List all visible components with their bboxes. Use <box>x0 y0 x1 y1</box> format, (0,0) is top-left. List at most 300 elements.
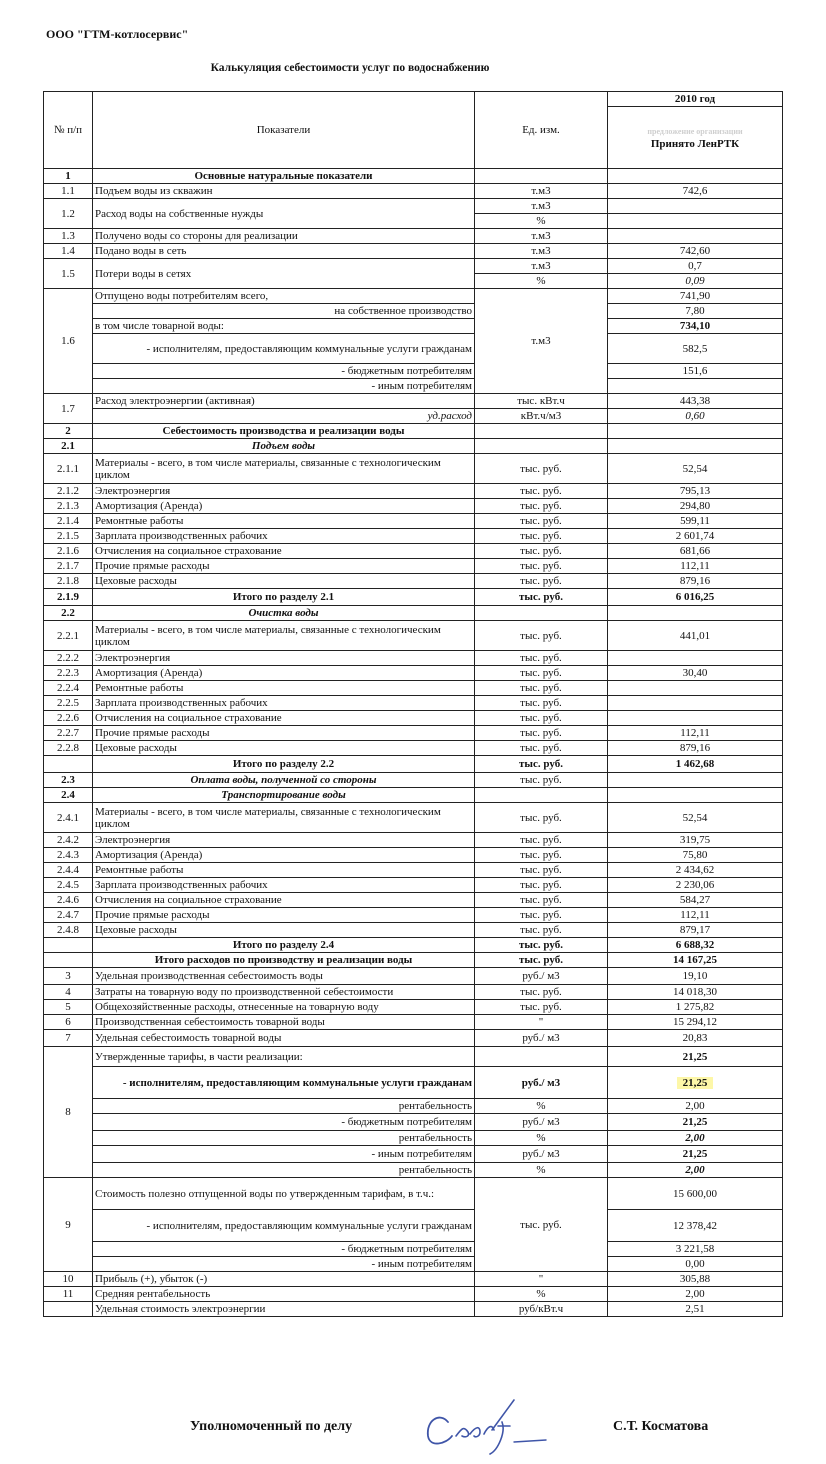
row-unit: тыс. руб. <box>475 574 608 589</box>
row-label: Удельная стоимость электроэнергии <box>93 1302 475 1317</box>
row-label: Отчисления на социальное страхование <box>93 544 475 559</box>
table-row <box>44 1131 783 1146</box>
row-value: 319,75 <box>608 833 783 848</box>
row-value: 584,27 <box>608 893 783 908</box>
header-faint-note: предложение организации <box>647 126 743 136</box>
row-label: рентабельность <box>93 1131 475 1146</box>
table-row <box>44 169 783 184</box>
row-value: 879,16 <box>608 741 783 756</box>
row-num: 2.3 <box>44 773 93 788</box>
row-unit: тыс. руб. <box>475 484 608 499</box>
row-value: 12 378,42 <box>608 1210 783 1242</box>
row-label: - исполнителям, предоставляющим коммунальные услуги гражданам <box>93 1210 475 1242</box>
row-value: 151,6 <box>608 364 783 379</box>
row-unit: % <box>475 214 608 229</box>
table-row <box>44 1302 783 1317</box>
row-value: 1 275,82 <box>608 1000 783 1015</box>
table-row <box>44 1146 783 1163</box>
section-title: Транспортирование воды <box>93 788 475 803</box>
row-num: 4 <box>44 985 93 1000</box>
header-year: 2010 год <box>608 92 783 107</box>
row-label: Подано воды в сеть <box>93 244 475 259</box>
table-row <box>44 529 783 544</box>
row-unit: % <box>475 1099 608 1114</box>
row-unit: тыс. руб. <box>475 1000 608 1015</box>
section-title: Оплата воды, полученной со стороны <box>93 773 475 788</box>
row-unit: тыс. руб. <box>475 985 608 1000</box>
table-row <box>44 1287 783 1302</box>
subtotal-label: Итого по разделу 2.1 <box>93 589 475 606</box>
row-unit: тыс. руб. <box>475 529 608 544</box>
row-value: 52,54 <box>608 454 783 484</box>
table-row <box>44 244 783 259</box>
row-unit: тыс. руб. <box>475 454 608 484</box>
table-row <box>44 1099 783 1114</box>
row-num: 2.4.1 <box>44 803 93 833</box>
row-label: Электроэнергия <box>93 833 475 848</box>
row-value: 742,6 <box>608 184 783 199</box>
row-unit: % <box>475 1131 608 1146</box>
row-label: Электроэнергия <box>93 651 475 666</box>
row-num: 2.2.6 <box>44 711 93 726</box>
row-label: Ремонтные работы <box>93 681 475 696</box>
table-row <box>44 923 783 938</box>
footer-signer: С.Т. Косматова <box>613 1419 709 1434</box>
row-value: 112,11 <box>608 726 783 741</box>
table-row <box>44 574 783 589</box>
row-unit: тыс. руб. <box>475 863 608 878</box>
row-label: Подъем воды из скважин <box>93 184 475 199</box>
header-accepted-cell <box>608 107 783 169</box>
row-unit: % <box>475 274 608 289</box>
row-num: 2 <box>44 424 93 439</box>
row-unit: т.м3 <box>475 244 608 259</box>
document-title: Калькуляция себестоимости услуг по водоснабжению <box>210 62 490 74</box>
row-unit: тыс. руб. <box>475 923 608 938</box>
table-row <box>44 364 783 379</box>
table-row <box>44 319 783 334</box>
row-label: Получено воды со стороны для реализации <box>93 229 475 244</box>
row-num: 2.1.8 <box>44 574 93 589</box>
calculation-table <box>43 91 783 1317</box>
row-label: Материалы - всего, в том числе материалы, связанные с технологическим циклом <box>93 454 475 484</box>
row-num: 2.1.4 <box>44 514 93 529</box>
row-value: 21,25 <box>608 1114 783 1131</box>
table-row <box>44 199 783 214</box>
row-label: Ремонтные работы <box>93 514 475 529</box>
table-row <box>44 1210 783 1242</box>
table-row <box>44 985 783 1000</box>
table-row <box>44 1015 783 1030</box>
section-title: Основные натуральные показатели <box>93 169 475 184</box>
table-row <box>44 651 783 666</box>
table-row <box>44 1047 783 1067</box>
row-unit: " <box>475 1272 608 1287</box>
highlighted-value: 21,25 <box>677 1077 714 1089</box>
row-label: Отпущено воды потребителям всего, <box>93 289 475 304</box>
row-label: Цеховые расходы <box>93 574 475 589</box>
row-num: 1.3 <box>44 229 93 244</box>
signature-image <box>418 1392 568 1456</box>
row-unit: тыс. руб. <box>475 938 608 953</box>
row-num: 1.2 <box>44 199 93 229</box>
row-label: Электроэнергия <box>93 484 475 499</box>
row-label: Материалы - всего, в том числе материалы, связанные с технологическим циклом <box>93 621 475 651</box>
row-unit: тыс. руб. <box>475 621 608 651</box>
row-unit: тыс. руб. <box>475 1178 608 1272</box>
row-value: 52,54 <box>608 803 783 833</box>
table-row <box>44 621 783 651</box>
row-label: Средняя рентабельность <box>93 1287 475 1302</box>
table-row <box>44 1178 783 1210</box>
row-value: 0,00 <box>608 1257 783 1272</box>
table-row <box>44 938 783 953</box>
row-value: 599,11 <box>608 514 783 529</box>
subtotal-value: 6 016,25 <box>608 589 783 606</box>
row-value: 30,40 <box>608 666 783 681</box>
table-row <box>44 514 783 529</box>
row-label: Потери воды в сетях <box>93 259 475 289</box>
row-unit: руб./ м3 <box>475 1030 608 1047</box>
row-num: 2.4.8 <box>44 923 93 938</box>
table-row <box>44 409 783 424</box>
section-title: Себестоимость производства и реализации воды <box>93 424 475 439</box>
row-value: 305,88 <box>608 1272 783 1287</box>
table-row <box>44 184 783 199</box>
row-value: 3 221,58 <box>608 1242 783 1257</box>
row-num: 2.1.7 <box>44 559 93 574</box>
row-unit: тыс. руб. <box>475 908 608 923</box>
row-unit: руб/кВт.ч <box>475 1302 608 1317</box>
table-row <box>44 696 783 711</box>
row-value: 19,10 <box>608 968 783 985</box>
table-row <box>44 229 783 244</box>
row-num: 7 <box>44 1030 93 1047</box>
row-num: 2.2.8 <box>44 741 93 756</box>
header-indicators: Показатели <box>93 92 475 169</box>
header-accepted: Принято ЛенРТК <box>650 137 740 150</box>
table-row <box>44 439 783 454</box>
row-num: 2.2.2 <box>44 651 93 666</box>
row-unit: тыс. руб. <box>475 651 608 666</box>
row-value-highlight-cell <box>608 1067 783 1099</box>
row-unit: % <box>475 1287 608 1302</box>
row-unit: руб./ м3 <box>475 1114 608 1131</box>
company-name: ООО "ГТМ-котлосервис" <box>46 27 189 41</box>
row-value: 14 018,30 <box>608 985 783 1000</box>
row-label: Амортизация (Аренда) <box>93 666 475 681</box>
row-num: 1.7 <box>44 394 93 424</box>
row-num: 2.4.3 <box>44 848 93 863</box>
row-num: 2.1.2 <box>44 484 93 499</box>
row-num: 2.4.2 <box>44 833 93 848</box>
row-unit: тыс. руб. <box>475 681 608 696</box>
table-row <box>44 424 783 439</box>
table-row <box>44 968 783 985</box>
table-row <box>44 606 783 621</box>
table-row <box>44 1030 783 1047</box>
row-unit: тыс. руб. <box>475 544 608 559</box>
row-num: 1.1 <box>44 184 93 199</box>
table-row <box>44 1257 783 1272</box>
row-label: Ремонтные работы <box>93 863 475 878</box>
row-num: 2.4 <box>44 788 93 803</box>
row-value: 2,00 <box>608 1131 783 1146</box>
row-num: 11 <box>44 1287 93 1302</box>
row-unit: тыс. руб. <box>475 741 608 756</box>
row-unit: руб./ м3 <box>475 968 608 985</box>
subtotal-label: Итого по разделу 2.4 <box>93 938 475 953</box>
header-unit: Ед. изм. <box>475 92 608 169</box>
table-row <box>44 863 783 878</box>
row-value: 2,51 <box>608 1302 783 1317</box>
row-label: Затраты на товарную воду по производственной себестоимости <box>93 985 475 1000</box>
table-row <box>44 304 783 319</box>
row-value: 112,11 <box>608 559 783 574</box>
row-num: 8 <box>44 1047 93 1178</box>
row-num: 2.2.3 <box>44 666 93 681</box>
row-num: 2.4.7 <box>44 908 93 923</box>
table-row <box>44 499 783 514</box>
row-unit: " <box>475 1015 608 1030</box>
row-label: - иным потребителям <box>93 379 475 394</box>
total-value: 14 167,25 <box>608 953 783 968</box>
total-label: Итого расходов по производству и реализации воды <box>93 953 475 968</box>
table-row <box>44 379 783 394</box>
row-unit: тыс. руб. <box>475 726 608 741</box>
row-value: 443,38 <box>608 394 783 409</box>
row-num: 2.1.1 <box>44 454 93 484</box>
row-label: Цеховые расходы <box>93 923 475 938</box>
table-row <box>44 666 783 681</box>
row-label: - бюджетным потребителям <box>93 1114 475 1131</box>
table-row <box>44 559 783 574</box>
row-value: 795,13 <box>608 484 783 499</box>
row-value: 75,80 <box>608 848 783 863</box>
row-label: Общехозяйственные расходы, отнесенные на товарную воду <box>93 1000 475 1015</box>
row-value: 879,16 <box>608 574 783 589</box>
table-row <box>44 773 783 788</box>
table-row <box>44 741 783 756</box>
row-num: 2.4.5 <box>44 878 93 893</box>
row-num: 2.2.7 <box>44 726 93 741</box>
table-row <box>44 1000 783 1015</box>
table-row <box>44 289 783 304</box>
row-label: Прочие прямые расходы <box>93 726 475 741</box>
row-unit: тыс. кВт.ч <box>475 394 608 409</box>
row-label: в том числе товарной воды: <box>93 319 475 334</box>
section-title: Очистка воды <box>93 606 475 621</box>
row-num: 2.1.9 <box>44 589 93 606</box>
row-num: 9 <box>44 1178 93 1272</box>
row-label: - иным потребителям <box>93 1146 475 1163</box>
row-value: 742,60 <box>608 244 783 259</box>
row-value: 2 230,06 <box>608 878 783 893</box>
row-label: Отчисления на социальное страхование <box>93 893 475 908</box>
row-value: 21,25 <box>608 1146 783 1163</box>
row-unit: т.м3 <box>475 259 608 274</box>
table-row <box>44 908 783 923</box>
table-row <box>44 259 783 274</box>
table-row <box>44 711 783 726</box>
row-value: 2,00 <box>608 1099 783 1114</box>
table-row <box>44 394 783 409</box>
row-label: Зарплата производственных рабочих <box>93 878 475 893</box>
row-label: рентабельность <box>93 1099 475 1114</box>
row-num: 2.2.4 <box>44 681 93 696</box>
table-row <box>44 1272 783 1287</box>
table-row <box>44 1114 783 1131</box>
row-num: 1.4 <box>44 244 93 259</box>
row-label: уд.расход <box>93 409 475 424</box>
table-row <box>44 726 783 741</box>
row-num: 6 <box>44 1015 93 1030</box>
row-label: - иным потребителям <box>93 1257 475 1272</box>
row-value: 2,00 <box>608 1287 783 1302</box>
row-unit: т.м3 <box>475 289 608 394</box>
row-label: Производственная себестоимость товарной воды <box>93 1015 475 1030</box>
row-unit: тыс. руб. <box>475 514 608 529</box>
table-row <box>44 878 783 893</box>
row-value: 112,11 <box>608 908 783 923</box>
row-value: 15 294,12 <box>608 1015 783 1030</box>
row-label: - бюджетным потребителям <box>93 1242 475 1257</box>
row-value: 441,01 <box>608 621 783 651</box>
row-value: 294,80 <box>608 499 783 514</box>
row-label: Удельная себестоимость товарной воды <box>93 1030 475 1047</box>
row-label: Амортизация (Аренда) <box>93 499 475 514</box>
table-row <box>44 1163 783 1178</box>
row-unit: т.м3 <box>475 199 608 214</box>
row-unit: тыс. руб. <box>475 833 608 848</box>
table-row <box>44 1067 783 1099</box>
table-row <box>44 848 783 863</box>
row-num: 2.1.6 <box>44 544 93 559</box>
table-row <box>44 544 783 559</box>
row-value: 15 600,00 <box>608 1178 783 1210</box>
row-unit: тыс. руб. <box>475 589 608 606</box>
row-value: 20,83 <box>608 1030 783 1047</box>
row-label: Расход электроэнергии (активная) <box>93 394 475 409</box>
table-row <box>44 893 783 908</box>
row-num: 2.2 <box>44 606 93 621</box>
row-num: 2.4.6 <box>44 893 93 908</box>
table-row <box>44 334 783 364</box>
table-row <box>44 681 783 696</box>
row-num: 5 <box>44 1000 93 1015</box>
row-num: 1.6 <box>44 289 93 394</box>
row-label: Амортизация (Аренда) <box>93 848 475 863</box>
table-row <box>44 1242 783 1257</box>
table-row <box>44 833 783 848</box>
row-unit: % <box>475 1163 608 1178</box>
row-label: - исполнителям, предоставляющим коммунальные услуги гражданам <box>93 1067 475 1099</box>
row-unit: тыс. руб. <box>475 803 608 833</box>
row-value: 2 601,74 <box>608 529 783 544</box>
row-unit: тыс. руб. <box>475 848 608 863</box>
table-row <box>44 454 783 484</box>
row-num: 2.1 <box>44 439 93 454</box>
row-num: 2.1.5 <box>44 529 93 544</box>
row-label: - исполнителям, предоставляющим коммунальные услуги гражданам <box>93 334 475 364</box>
row-label: Цеховые расходы <box>93 741 475 756</box>
row-label: Прочие прямые расходы <box>93 559 475 574</box>
row-label: Зарплата производственных рабочих <box>93 529 475 544</box>
row-num: 2.2.1 <box>44 621 93 651</box>
row-label: рентабельность <box>93 1163 475 1178</box>
row-unit: т.м3 <box>475 184 608 199</box>
row-label: Материалы - всего, в том числе материалы, связанные с технологическим циклом <box>93 803 475 833</box>
table-row <box>44 756 783 773</box>
row-label: Стоимость полезно отпущенной воды по утвержденным тарифам, в т.ч.: <box>93 1178 475 1210</box>
row-num: 10 <box>44 1272 93 1287</box>
table-header-row <box>44 92 783 107</box>
row-unit: кВт.ч/м3 <box>475 409 608 424</box>
row-label: Удельная производственная себестоимость воды <box>93 968 475 985</box>
row-value: 0,60 <box>608 409 783 424</box>
table-row <box>44 589 783 606</box>
row-num: 3 <box>44 968 93 985</box>
subtotal-label: Итого по разделу 2.2 <box>93 756 475 773</box>
row-unit: руб./ м3 <box>475 1146 608 1163</box>
row-unit: тыс. руб. <box>475 499 608 514</box>
row-label: Расход воды на собственные нужды <box>93 199 475 229</box>
table-row <box>44 803 783 833</box>
row-value: 0,09 <box>608 274 783 289</box>
subtotal-value: 6 688,32 <box>608 938 783 953</box>
row-value: 681,66 <box>608 544 783 559</box>
row-unit: тыс. руб. <box>475 953 608 968</box>
row-unit: тыс. руб. <box>475 559 608 574</box>
row-label: - бюджетным потребителям <box>93 364 475 379</box>
row-value: 741,90 <box>608 289 783 304</box>
row-value: 582,5 <box>608 334 783 364</box>
row-num: 1.5 <box>44 259 93 289</box>
row-value: 7,80 <box>608 304 783 319</box>
subtotal-value: 1 462,68 <box>608 756 783 773</box>
row-unit: тыс. руб. <box>475 696 608 711</box>
row-label: Прибыль (+), убыток (-) <box>93 1272 475 1287</box>
row-unit: тыс. руб. <box>475 756 608 773</box>
row-num: 1 <box>44 169 93 184</box>
row-unit: руб./ м3 <box>475 1067 608 1099</box>
row-label: Отчисления на социальное страхование <box>93 711 475 726</box>
row-value: 2 434,62 <box>608 863 783 878</box>
row-label: Прочие прямые расходы <box>93 908 475 923</box>
row-label: на собственное производство <box>93 304 475 319</box>
row-unit: тыс. руб. <box>475 666 608 681</box>
table-row <box>44 484 783 499</box>
table-row <box>44 953 783 968</box>
table-row <box>44 788 783 803</box>
section-title: Подъем воды <box>93 439 475 454</box>
row-label: Утвержденные тарифы, в части реализации: <box>93 1047 475 1067</box>
row-unit: тыс. руб. <box>475 711 608 726</box>
row-value: 879,17 <box>608 923 783 938</box>
row-num: 2.4.4 <box>44 863 93 878</box>
row-label: Зарплата производственных рабочих <box>93 696 475 711</box>
row-unit: тыс. руб. <box>475 893 608 908</box>
row-unit: т.м3 <box>475 229 608 244</box>
row-value: 0,7 <box>608 259 783 274</box>
row-value: 21,25 <box>608 1047 783 1067</box>
row-value: 2,00 <box>608 1163 783 1178</box>
footer-role: Уполномоченный по делу <box>190 1419 353 1434</box>
row-num: 2.1.3 <box>44 499 93 514</box>
row-unit: тыс. руб. <box>475 878 608 893</box>
row-unit: тыс. руб. <box>475 773 608 788</box>
header-num: № п/п <box>44 92 93 169</box>
